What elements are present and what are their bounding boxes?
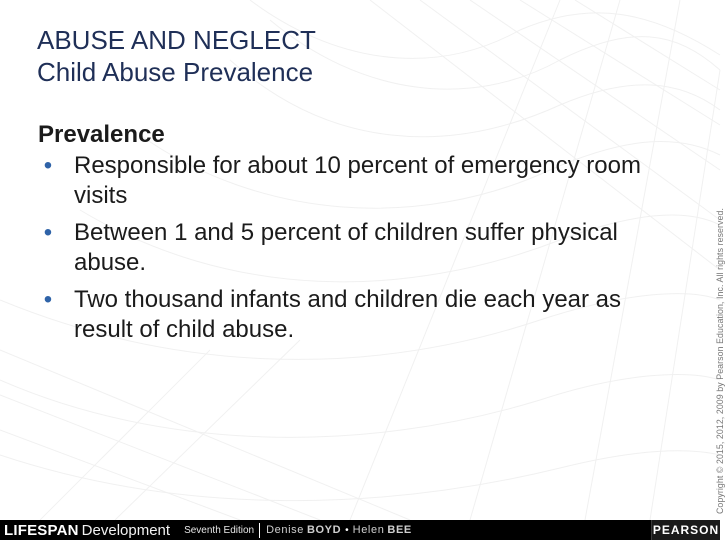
copyright-notice xyxy=(702,196,725,514)
bullet-marker: • xyxy=(43,152,53,179)
bullet-marker: • xyxy=(43,286,53,313)
author-last-name: BEE xyxy=(387,524,412,536)
book-footer xyxy=(0,520,720,540)
title-line-1: ABUSE AND NEGLECT xyxy=(37,25,316,55)
author-first-name: Helen xyxy=(352,524,385,536)
bullet-text: Two thousand infants and children die each year as result of child abuse. xyxy=(74,286,622,343)
book-title-sub: Development xyxy=(81,521,171,539)
slide-title xyxy=(37,24,316,88)
section-heading: Prevalence xyxy=(38,121,165,148)
slide-content xyxy=(38,120,678,352)
bullet-item xyxy=(38,218,678,278)
bullet-text: Responsible for about 10 percent of emergency room visits xyxy=(74,152,641,209)
book-credit xyxy=(4,522,412,538)
author-last-name: BOYD xyxy=(306,524,342,536)
bullet-marker: • xyxy=(43,219,53,246)
title-line-2: Child Abuse Prevalence xyxy=(37,57,314,87)
publisher-logo: PEARSON xyxy=(652,523,720,537)
footer-separator xyxy=(259,523,260,538)
publisher-logo-box xyxy=(651,520,720,540)
bullet-text: Between 1 and 5 percent of children suffer physical abuse. xyxy=(74,219,618,276)
bullet-item xyxy=(38,151,678,211)
bullet-list xyxy=(38,151,678,345)
book-title-main: LIFESPAN xyxy=(4,521,79,539)
author-first-name: Denise xyxy=(266,524,304,536)
copyright-text: Copyright © 2015, 2012, 2009 by Pearson Education, Inc. All rights reserved. xyxy=(715,208,725,514)
author-separator: • xyxy=(345,524,349,536)
bullet-item xyxy=(38,285,678,345)
edition-label: Seventh Edition xyxy=(184,524,255,536)
